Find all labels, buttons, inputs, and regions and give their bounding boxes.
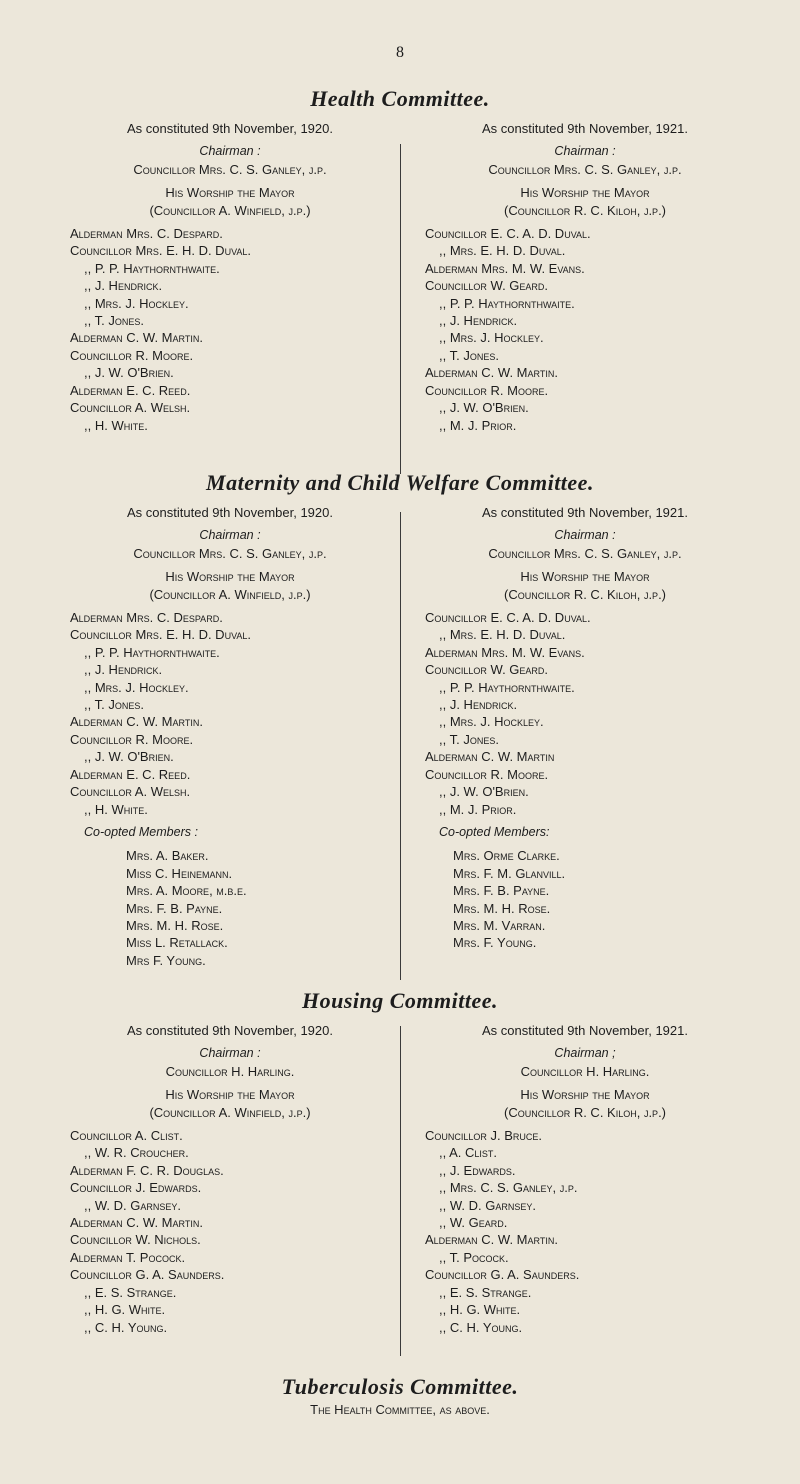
mayor-councillor: (Councillor R. C. Kiloh, j.p.) [503,1104,667,1120]
list-item: Mrs. F. M. Glanvill. [453,865,566,881]
housing-committee-section [0,986,800,1376]
list-item: Councillor A. Welsh. [70,400,191,416]
list-item: Councillor E. C. A. D. Duval. [425,610,591,626]
chairman-name: Councillor Mrs. C. S. Ganley, j.p. [133,545,327,561]
list-item: Councillor J. Edwards. [70,1180,202,1196]
mayor-line: His Worship the Mayor [165,185,295,201]
chairman-label: Chairman : [199,1046,261,1061]
list-item: ,, J. Hendrick. [439,697,518,713]
list-item: ,, J. W. O'Brien. [84,365,174,381]
list-item: ,, P. P. Haythornthwaite. [439,679,575,695]
list-item: ,, H. G. White. [84,1302,166,1318]
list-item: ,, P. P. Haythornthwaite. [439,295,575,311]
list-item: ,, W. R. Croucher. [84,1145,189,1161]
list-item: Councillor A. Clist. [70,1128,183,1144]
list-item: Councillor G. A. Saunders. [70,1267,225,1283]
list-item: ,, Mrs. E. H. D. Duval. [439,243,566,259]
list-item: ,, H. G. White. [439,1302,521,1318]
chairman-name: Councillor Mrs. C. S. Ganley, j.p. [488,545,682,561]
maternity-committee-title: Maternity and Child Welfare Committee. [206,470,594,495]
coopted-member-list [70,847,390,969]
list-item: Alderman T. Pocock. [70,1249,186,1265]
list-item: ,, J. Hendrick. [439,313,518,329]
chairman-label: Chairman : [554,144,616,159]
constituted-date: As constituted 9th November, 1921. [482,121,688,136]
health-1921-column [425,120,745,434]
member-list [425,1127,745,1336]
list-item: Alderman F. C. R. Douglas. [70,1162,224,1178]
tuberculosis-note: The Health Committee, as above. [310,1402,490,1417]
list-item: ,, Mrs. J. Hockley. [84,295,189,311]
chairman-label: Chairman : [199,528,261,543]
list-item: ,, H. White. [84,801,148,817]
member-list [70,225,390,434]
list-item: Mrs F. Young. [126,952,206,968]
list-item: ,, Mrs. C. S. Ganley, j.p. [439,1180,578,1196]
list-item: Miss L. Retallack. [126,935,228,951]
list-item: Alderman E. C. Reed. [70,766,191,782]
constituted-date: As constituted 9th November, 1921. [482,505,688,520]
list-item: Councillor Mrs. E. H. D. Duval. [70,243,252,259]
list-item: Councillor J. Bruce. [425,1128,543,1144]
list-item: ,, E. S. Strange. [84,1284,177,1300]
list-item: ,, P. P. Haythornthwaite. [84,260,220,276]
chairman-name: Councillor H. Harling. [165,1063,295,1079]
chairman-name: Councillor H. Harling. [520,1063,650,1079]
member-list [425,609,745,818]
coopted-member-list [425,847,745,951]
list-item: Alderman C. W. Martin. [70,714,203,730]
list-item: Councillor W. Geard. [425,662,549,678]
maternity-1921-column [425,504,745,952]
list-item: ,, Mrs. J. Hockley. [439,330,544,346]
chairman-label: Chairman : [554,528,616,543]
list-item: Alderman E. C. Reed. [70,382,191,398]
coopted-members-label: Co-opted Members : [84,824,198,839]
list-item: Alderman C. W. Martin. [70,1215,203,1231]
chairman-label: Chairman ; [554,1046,616,1061]
mayor-councillor: (Councillor A. Winfield, j.p.) [149,202,311,218]
list-item: ,, M. J. Prior. [439,801,517,817]
list-item: Miss C. Heinemann. [126,865,233,881]
list-item: Mrs. Orme Clarke. [453,848,560,864]
list-item: ,, W. D. Garnsey. [439,1197,536,1213]
chairman-name: Councillor Mrs. C. S. Ganley, j.p. [488,161,682,177]
page-number: 8 [396,44,404,61]
health-committee-title: Health Committee. [310,86,490,111]
list-item: Councillor E. C. A. D. Duval. [425,226,591,242]
mayor-councillor: (Councillor A. Winfield, j.p.) [149,1104,311,1120]
constituted-date: As constituted 9th November, 1920. [127,505,333,520]
member-list [70,609,390,818]
list-item: Councillor R. Moore. [70,731,194,747]
list-item: Mrs. F. Young. [453,935,537,951]
chairman-label: Chairman : [199,144,261,159]
list-item: ,, J. W. O'Brien. [84,749,174,765]
list-item: Councillor W. Nichols. [70,1232,201,1248]
list-item: Alderman Mrs. M. W. Evans. [425,260,585,276]
health-committee-section [0,84,800,474]
mayor-line: His Worship the Mayor [520,1087,650,1103]
housing-committee-title: Housing Committee. [301,988,499,1013]
column-divider [400,144,401,474]
list-item: Mrs. F. B. Payne. [453,883,550,899]
member-list [425,225,745,434]
maternity-committee-section [0,468,800,988]
list-item: ,, T. Jones. [439,347,499,363]
constituted-date: As constituted 9th November, 1920. [127,1023,333,1038]
coopted-members-label: Co-opted Members: [439,824,550,839]
list-item: Councillor A. Welsh. [70,784,191,800]
list-item: Alderman C. W. Martin. [70,330,203,346]
list-item: Mrs. A. Baker. [126,848,209,864]
list-item: Alderman Mrs. C. Despard. [70,610,223,626]
mayor-councillor: (Councillor R. C. Kiloh, j.p.) [503,202,667,218]
list-item: ,, W. Geard. [439,1215,508,1231]
tuberculosis-committee-section [0,1372,800,1432]
list-item: ,, E. S. Strange. [439,1284,532,1300]
list-item: ,, C. H. Young. [439,1319,523,1335]
list-item: ,, T. Jones. [84,697,144,713]
list-item: ,, J. Hendrick. [84,278,163,294]
list-item: ,, T. Jones. [84,313,144,329]
list-item: ,, M. J. Prior. [439,417,517,433]
column-divider [400,1026,401,1356]
list-item: Alderman C. W. Martin [425,749,555,765]
list-item: Mrs. F. B. Payne. [126,900,223,916]
list-item: ,, W. D. Garnsey. [84,1197,181,1213]
list-item: ,, J. W. O'Brien. [439,400,529,416]
list-item: Councillor R. Moore. [70,347,194,363]
list-item: Councillor W. Geard. [425,278,549,294]
tuberculosis-committee-title: Tuberculosis Committee. [281,1374,519,1399]
list-item: Mrs. A. Moore, m.b.e. [126,883,247,899]
mayor-line: His Worship the Mayor [165,569,295,585]
member-list [70,1127,390,1336]
mayor-line: His Worship the Mayor [165,1087,295,1103]
housing-1921-column [425,1022,745,1336]
mayor-councillor: (Councillor R. C. Kiloh, j.p.) [503,586,667,602]
list-item: Alderman C. W. Martin. [425,1232,558,1248]
chairman-name: Councillor Mrs. C. S. Ganley, j.p. [133,161,327,177]
list-item: ,, H. White. [84,417,148,433]
list-item: ,, J. Edwards. [439,1162,516,1178]
list-item: Alderman C. W. Martin. [425,365,558,381]
list-item: ,, J. W. O'Brien. [439,784,529,800]
mayor-line: His Worship the Mayor [520,185,650,201]
column-divider [400,512,401,980]
housing-1920-column [70,1022,390,1336]
list-item: ,, C. H. Young. [84,1319,168,1335]
list-item: ,, P. P. Haythornthwaite. [84,644,220,660]
list-item: ,, Mrs. E. H. D. Duval. [439,627,566,643]
mayor-line: His Worship the Mayor [520,569,650,585]
list-item: Mrs. M. Varran. [453,917,546,933]
maternity-1920-column [70,504,390,969]
list-item: Councillor R. Moore. [425,766,549,782]
list-item: Mrs. M. H. Rose. [453,900,551,916]
list-item: Councillor G. A. Saunders. [425,1267,580,1283]
mayor-councillor: (Councillor A. Winfield, j.p.) [149,586,311,602]
list-item: ,, A. Clist. [439,1145,498,1161]
constituted-date: As constituted 9th November, 1920. [127,121,333,136]
list-item: Alderman Mrs. M. W. Evans. [425,644,585,660]
list-item: Councillor R. Moore. [425,382,549,398]
list-item: ,, Mrs. J. Hockley. [439,714,544,730]
list-item: Councillor Mrs. E. H. D. Duval. [70,627,252,643]
list-item: Alderman Mrs. C. Despard. [70,226,223,242]
list-item: ,, J. Hendrick. [84,662,163,678]
list-item: ,, T. Jones. [439,731,499,747]
health-1920-column [70,120,390,434]
list-item: ,, T. Pocock. [439,1249,509,1265]
list-item: Mrs. M. H. Rose. [126,917,224,933]
list-item: ,, Mrs. J. Hockley. [84,679,189,695]
constituted-date: As constituted 9th November, 1921. [482,1023,688,1038]
